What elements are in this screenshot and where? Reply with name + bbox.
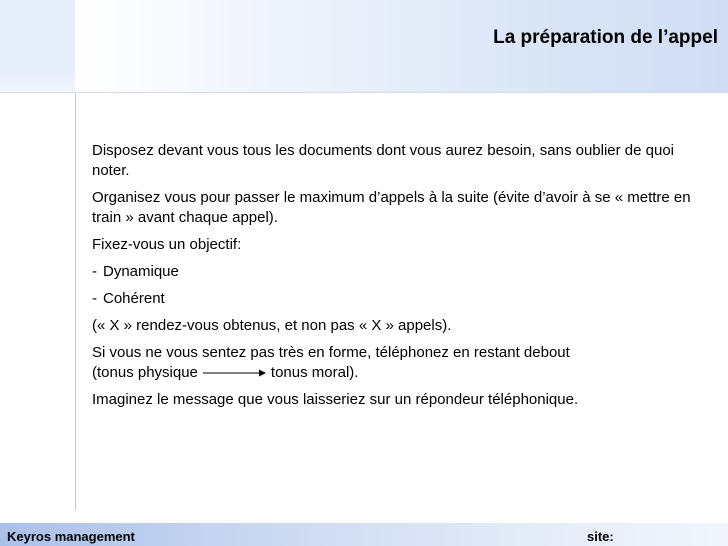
arrow-right-icon — [202, 368, 267, 378]
paragraph-objective: Fixez-vous un objectif: — [92, 236, 242, 253]
bullet-dynamic — [92, 262, 692, 282]
standing-line-1: Si vous ne vous sentez pas très en forme, téléphonez en restant debout — [92, 344, 570, 361]
standing-part-a: (tonus physique — [92, 364, 198, 381]
bullet-coherent — [92, 289, 692, 309]
bullet-coherent-text: Cohérent — [103, 290, 165, 307]
footer-company: Keyros management — [7, 529, 135, 544]
footer-bar — [0, 523, 728, 546]
slide-body — [92, 141, 692, 417]
paragraph-voicemail: Imaginez le message que vous laisseriez sur un répondeur téléphonique. — [92, 391, 579, 408]
paragraph-standing — [92, 343, 692, 383]
horizontal-guide-line — [0, 92, 728, 93]
dash-bullet-marker: - — [92, 263, 97, 280]
footer-site-label: site: — [587, 529, 614, 544]
standing-part-b: tonus moral). — [270, 364, 359, 381]
dash-bullet-marker: - — [92, 290, 97, 307]
left-accent-panel — [0, 0, 75, 92]
vertical-guide-line-top — [75, 0, 76, 92]
paragraph-organize: Organisez vous pour passer le maximum d’appels à la suite (évite d’avoir à se « mettre en train » avant chaque appel). — [92, 189, 691, 226]
slide-title: La préparation de l’appel — [493, 27, 718, 48]
paragraph-rendezvous: (« X » rendez-vous obtenus, et non pas « X » appels). — [92, 317, 452, 334]
bullet-dynamic-text: Dynamique — [103, 263, 179, 280]
paragraph-documents: Disposez devant vous tous les documents dont vous aurez besoin, sans oublier de quoi noter. — [92, 142, 675, 179]
